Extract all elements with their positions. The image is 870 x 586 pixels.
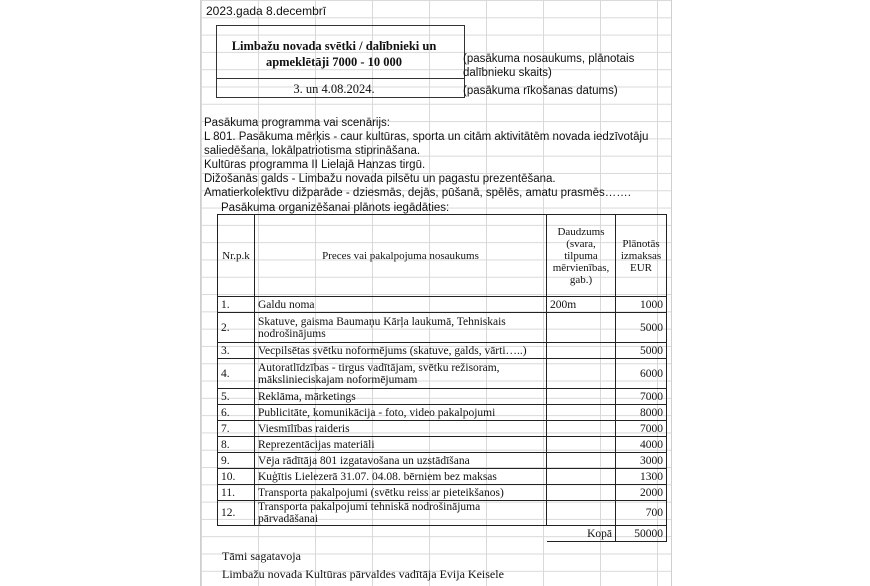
row-cost: 2000 [616,485,667,501]
row-name: Vēja rādītāja 801 izgatavošana un uzstādīšana [255,453,547,469]
program-line: Pasākuma programma vai scenārijs: [204,117,390,129]
row-qty [547,469,616,485]
row-nr: 10. [218,469,255,485]
prepared-by: Limbažu novada Kultūras pārvaldes vadītāja Evija Keisele [222,567,504,581]
row-name: Reprezentācijas materiāli [255,437,547,453]
row-name: Transporta pakalpojumi (svētku reiss ar pieteikšanos) [255,485,547,501]
row-qty [547,501,616,526]
row-cost: 6000 [616,359,667,389]
row-nr: 2. [218,313,255,343]
table-row [218,297,667,313]
row-qty [547,421,616,437]
row-nr: 1. [218,297,255,313]
total-row [218,526,667,542]
items-table [217,214,667,542]
row-nr: 12. [218,501,255,526]
program-line: Dižošanās galds - Limbažu novada pilsētu un pagastu prezentēšana. [204,173,556,185]
row-qty [547,343,616,359]
header-qty: Daudzums (svara, tilpuma mērvienības, gab.) [547,215,616,297]
row-name: Publicitāte, komunikācija - foto, video pakalpojumi [255,405,547,421]
row-name: Vecpilsētas svētku noformējums (skatuve, galds, vārti…..) [255,343,547,359]
row-cost: 4000 [616,437,667,453]
row-cost: 3000 [616,453,667,469]
date-note: (pasākuma rīkošanas datums) [463,85,618,97]
row-qty [547,389,616,405]
total-spacer [218,526,255,542]
row-cost: 7000 [616,421,667,437]
row-nr: 11. [218,485,255,501]
table-row [218,469,667,485]
table-row [218,453,667,469]
row-cost: 1300 [616,469,667,485]
program-line: saliedēšana, lokālpatriotisma stiprināšana. [204,145,421,157]
header-name: Preces vai pakalpojuma nosaukums [255,215,547,297]
table-row [218,313,667,343]
row-nr: 6. [218,405,255,421]
row-name: Kuģītis Lielezerā 31.07. 04.08. bērniem bez maksas [255,469,547,485]
row-cost: 8000 [616,405,667,421]
row-nr: 9. [218,453,255,469]
program-line: Kultūras programma II Lielajā Hanzas tirgū. [204,159,426,171]
row-name: Galdu noma [255,297,547,313]
program-line: L 801. Pasākuma mērķis - caur kultūras, sporta un citām aktivitātēm novada iedzīvotāju [204,131,649,143]
event-title: Limbažu novada svētki / dalībnieki un apmeklētāji 7000 - 10 000 [231,39,437,69]
row-qty [547,405,616,421]
title-note: (pasākuma nosaukums, plānotais dalībnieku skaits) [463,53,635,79]
table-row [218,421,667,437]
row-cost: 1000 [616,297,667,313]
table-row [218,485,667,501]
table-row [218,343,667,359]
row-cost: 5000 [616,313,667,343]
row-name: Autoratlīdzības - tirgus vadītājam, svētku režisoram, mākslinieciskajam noformējumam [255,359,547,389]
event-date: 3. un 4.08.2024. [293,82,375,96]
row-cost: 5000 [616,343,667,359]
table-row [218,389,667,405]
table-header-row [218,215,667,297]
row-nr: 7. [218,421,255,437]
header-nr: Nr.p.k [218,215,255,297]
program-line: Amatierkolektīvu dižparāde - dziesmās, dejās, pūšanā, spēlēs, amatu prasmēs……. [204,187,631,199]
row-name: Transporta pakalpojumi tehniskā nodrošinājuma pārvadāšanai [255,501,547,526]
row-cost: 700 [616,501,667,526]
row-qty [547,453,616,469]
total-value: 50000 [616,526,667,542]
row-name: Skatuve, gaisma Baumaņu Kārļa laukumā, Tehniskais nodrošinājums [255,313,547,343]
row-nr: 3. [218,343,255,359]
row-qty [547,485,616,501]
row-qty [547,359,616,389]
row-name: Viesmīlības raideris [255,421,547,437]
table-row [218,405,667,421]
row-nr: 5. [218,389,255,405]
total-spacer [255,526,547,542]
row-qty: 200m [547,297,616,313]
row-qty [547,437,616,453]
prepared-by-label: Tāmi sagatavoja [222,549,301,563]
table-row [218,501,667,526]
row-nr: 8. [218,437,255,453]
header-cost: Plānotās izmaksas EUR [616,215,667,297]
table-row [218,437,667,453]
row-nr: 4. [218,359,255,389]
row-name: Reklāma, mārketings [255,389,547,405]
total-label: Kopā [547,526,616,542]
table-title: Pasākuma organizēšanai plānots iegādāties: [221,202,450,214]
date-line: 2023.gada 8.decembrī [206,4,327,18]
table-row [218,359,667,389]
row-cost: 7000 [616,389,667,405]
row-qty [547,313,616,343]
